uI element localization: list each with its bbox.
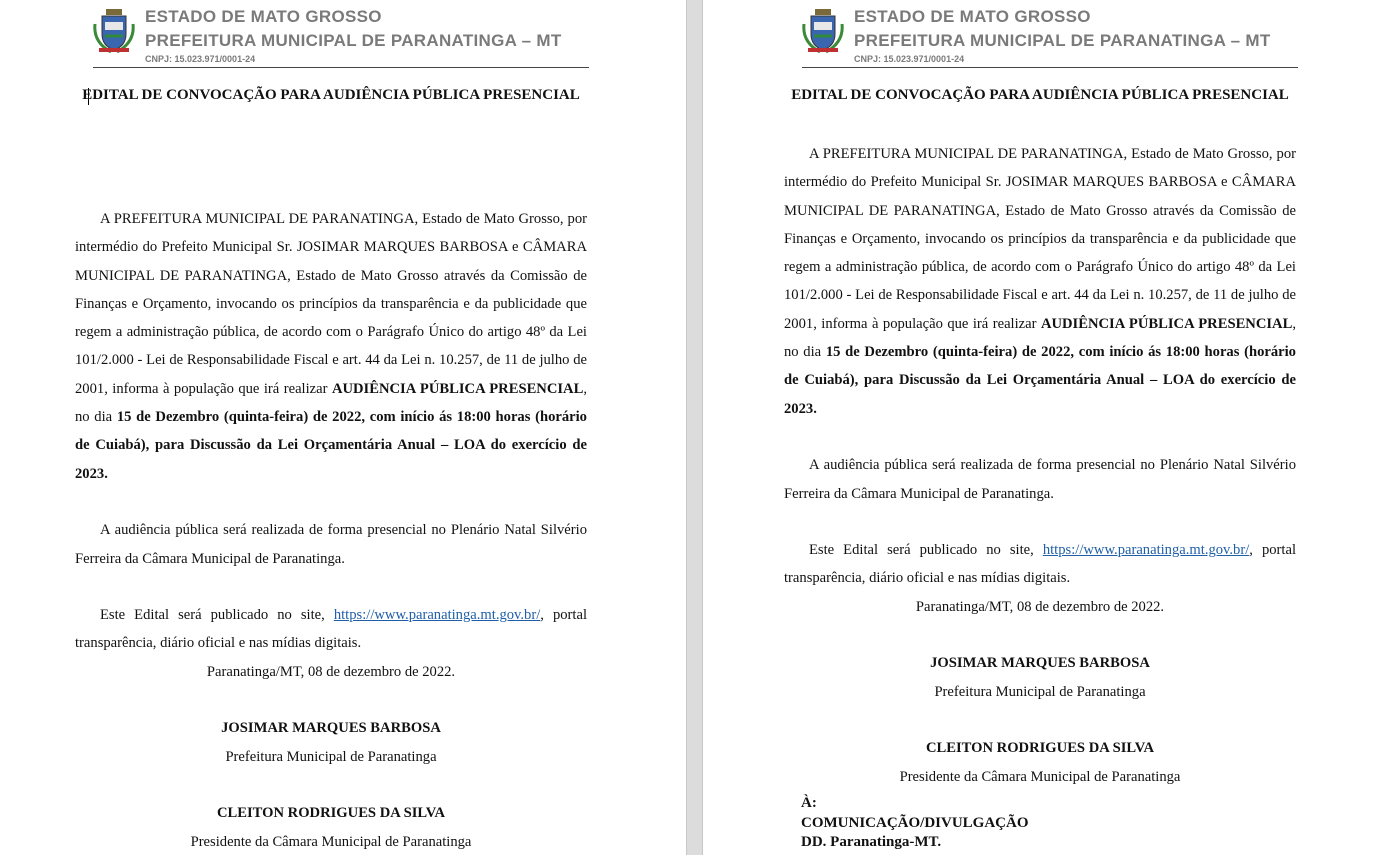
header-prefeitura: PREFEITURA MUNICIPAL DE PARANATINGA – MT bbox=[854, 31, 1271, 50]
header-divider bbox=[93, 67, 589, 68]
recipient-to: À: bbox=[801, 795, 817, 811]
paragraph-location: A audiência pública será realizada de forma presencial no Plenário Natal Silvério Ferreira da Câmara Municipal de Paranatinga. bbox=[784, 457, 1296, 502]
signatory-mayor-name: JOSIMAR MARQUES BARBOSA bbox=[221, 720, 441, 737]
municipal-crest-icon bbox=[93, 8, 135, 54]
header-prefeitura: PREFEITURA MUNICIPAL DE PARANATINGA – MT bbox=[145, 31, 562, 50]
signatory-president-name: CLEITON RODRIGUES DA SILVA bbox=[925, 740, 1155, 757]
date-line: Paranatinga/MT, 08 de dezembro de 2022. bbox=[915, 598, 1165, 615]
page-title: EDITAL DE CONVOCAÇÃO PARA AUDIÊNCIA PÚBLICA PRESENCIAL bbox=[791, 87, 1289, 103]
paragraph-announcement: A PREFEITURA MUNICIPAL DE PARANATINGA, Estado de Mato Grosso, por intermédio do Prefeito Municipal Sr. JOSIMAR MARQUES BARBOSA e CÂMARA MUNICIPAL DE PARANATINGA, Estado de Mato Grosso através da Comissão de Finanças e Orçamento, invocando os princípios da transparência e da publicidade que regem a administração pública, de acordo com o Parágrafo Único do artigo 48º da Lei 101/2.000 - Lei de Responsabilidade Fiscal e art. 44 da Lei n. 10.257, de 11 de julho de 2001, informa à população que irá realizar AUDIÊNCIA PÚBLICA PRESENCIAL, no dia 15 de Dezembro (quinta-feira) de 2022, com início ás 18:00 horas (horário de Cuiabá), para Discussão da Lei Orçamentária Anual – LOA do exercício de 2023. bbox=[75, 211, 587, 482]
page-title: EDITAL DE CONVOCAÇÃO PARA AUDIÊNCIA PÚBLICA PRESENCIAL bbox=[82, 87, 580, 103]
document-page-right bbox=[703, 0, 1397, 855]
signatory-mayor-role: Prefeitura Municipal de Paranatinga bbox=[934, 683, 1146, 700]
municipal-crest-icon bbox=[802, 8, 844, 54]
signatory-mayor-role: Prefeitura Municipal de Paranatinga bbox=[225, 748, 437, 765]
paragraph-announcement: A PREFEITURA MUNICIPAL DE PARANATINGA, Estado de Mato Grosso, por intermédio do Prefeito Municipal Sr. JOSIMAR MARQUES BARBOSA e CÂMARA MUNICIPAL DE PARANATINGA, Estado de Mato Grosso através da Comissão de Finanças e Orçamento, invocando os princípios da transparência e da publicidade que regem a administração pública, de acordo com o Parágrafo Único do artigo 48º da Lei 101/2.000 - Lei de Responsabilidade Fiscal e art. 44 da Lei n. 10.257, de 11 de julho de 2001, informa à população que irá realizar AUDIÊNCIA PÚBLICA PRESENCIAL, no dia 15 de Dezembro (quinta-feira) de 2022, com início ás 18:00 horas (horário de Cuiabá), para Discussão da Lei Orçamentária Anual – LOA do exercício de 2023. bbox=[784, 146, 1296, 417]
paragraph-location: A audiência pública será realizada de forma presencial no Plenário Natal Silvério Ferreira da Câmara Municipal de Paranatinga. bbox=[75, 522, 587, 567]
signatory-president-name: CLEITON RODRIGUES DA SILVA bbox=[216, 805, 446, 822]
website-link[interactable]: https://www.paranatinga.mt.gov.br/ bbox=[333, 607, 541, 624]
date-line: Paranatinga/MT, 08 de dezembro de 2022. bbox=[206, 663, 456, 680]
recipient-department: COMUNICAÇÃO/DIVULGAÇÃO bbox=[801, 814, 1029, 831]
document-page-left bbox=[0, 0, 686, 855]
header-cnpj: CNPJ: 15.023.971/0001-24 bbox=[854, 54, 965, 64]
header-state: ESTADO DE MATO GROSSO bbox=[145, 7, 382, 26]
document-body bbox=[784, 140, 1296, 791]
recipient-block bbox=[801, 794, 1029, 853]
signatory-president-role: Presidente da Câmara Municipal de Paranatinga bbox=[899, 768, 1181, 785]
header-cnpj: CNPJ: 15.023.971/0001-24 bbox=[145, 54, 256, 64]
document-body bbox=[75, 205, 587, 855]
paragraph-publication: Este Edital será publicado no site, https://www.paranatinga.mt.gov.br/, portal transparência, diário oficial e nas mídias digitais. bbox=[784, 542, 1297, 587]
page-separator bbox=[686, 0, 703, 855]
header-divider bbox=[802, 67, 1298, 68]
recipient-place: DD. Paranatinga-MT. bbox=[801, 834, 942, 850]
header-state: ESTADO DE MATO GROSSO bbox=[854, 7, 1091, 26]
paragraph-publication: Este Edital será publicado no site, https://www.paranatinga.mt.gov.br/, portal transparência, diário oficial e nas mídias digitais. bbox=[75, 607, 588, 652]
signatory-mayor-name: JOSIMAR MARQUES BARBOSA bbox=[930, 655, 1150, 672]
signatory-president-role: Presidente da Câmara Municipal de Paranatinga bbox=[190, 833, 472, 850]
website-link[interactable]: https://www.paranatinga.mt.gov.br/ bbox=[1042, 542, 1250, 559]
